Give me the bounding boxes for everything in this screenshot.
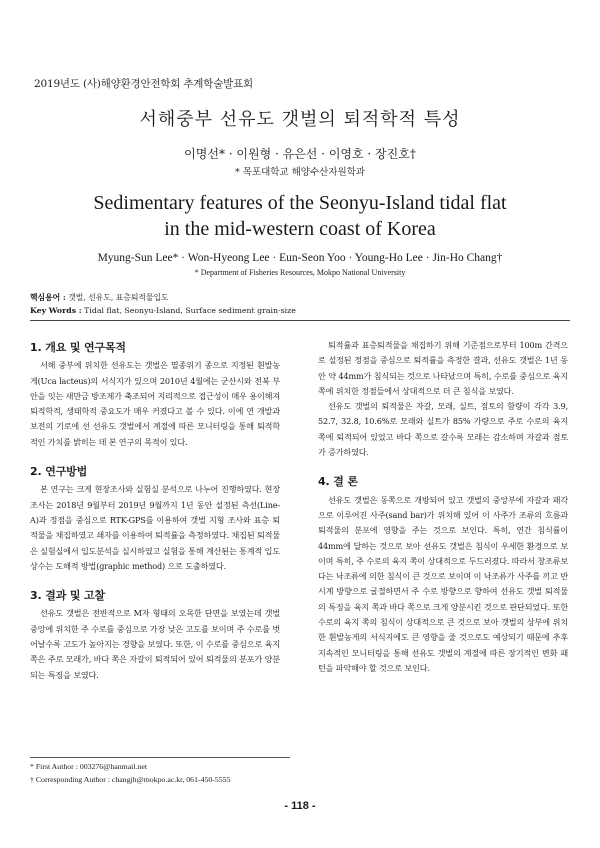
page-number: - 118 - xyxy=(284,800,316,812)
section3-paragraph1: 선유도 갯벌은 전반적으로 M자 형태의 오목한 단면을 보였는데 갯벌 중앙에 위치한 주 수로를 중심으로 가장 낮은 고도를 보이며 주 수로를 벗어날수록 고도가 높아지는 경향을 보였다. 또한, 이 수로를 중심으로 육지 쪽은 주로 모래가, 바다 쪽은 자갈이 퇴적되어 있어 퇴적물의 분포가 양분되는 특징을 보였다. xyxy=(30,608,280,680)
section4-paragraph: 선유도 갯벌은 동쪽으로 개방되어 있고 갯벌의 중앙부에 자갈과 패각으로 이루어진 사주(sand bar)가 위치해 있어 이 사주가 조류의 흐름과 퇴적물의 분포에 영향을 주는 것으로 보인다. 특히, 연간 침식률이 44mm에 달하는 것으로 보아 선유도 갯벌은 침식이 우세한 환경으로 보이며 특히, 주 수로의 육지 쪽이 상대적으로 두드러졌다. 따라서 창조류보다는 낙조류에 의한 침식이 큰 것으로 보이며 이 낙조류가 사주를 끼고 반시계 방향으로 굴절하면서 주 수로 방향으로 향하여 선유도 갯벌 퇴적물의 특징을 육지 쪽과 바다 쪽으로 크게 양분시킨 것으로 판단되었다. 또한 수로의 육지 쪽의 침식이 상대적으로 큰 것으로 보아 갯벌의 상부에 위치한 흰발농게의 서식지에도 큰 영향을 줄 것으로도 예상되기 때문에 추후 지속적인 모니터링을 통해 선유도 갯벌의 계절에 따른 장기적인 변화 패턴을 파악해야 할 것으로 보인다. xyxy=(318,494,568,673)
affiliation-english: * Department of Fisheries Resources, Mokpo National University xyxy=(194,268,406,277)
section4-heading: 4. 결 론 xyxy=(318,475,358,489)
title-english-line2: in the mid-western coast of Korea xyxy=(164,218,436,240)
right-column xyxy=(318,338,568,676)
keywords-korean xyxy=(30,292,169,303)
authors-korean: 이명선* · 이원형 · 유은선 · 이영호 · 장진호† xyxy=(184,147,416,161)
section3-paragraph3: 선유도 갯벌의 퇴적물은 자갈, 모래, 실트, 점토의 함량이 각각 3.9, 52.7, 32.8, 10.6%로 모래와 실트가 85% 가량으로 주로 수로의 육지 쪽에 퇴적되어 있었고 바다 쪽으로 갈수록 모래는 감소하며 자갈과 점토가 증가하였다. xyxy=(318,401,568,458)
section3-heading: 3. 결과 및 고찰 xyxy=(30,589,105,603)
section1-paragraph: 서해 중부에 위치한 선유도는 갯벌은 멸종위기 종으로 지정된 흰발농게(Uca lacteus)의 서식지가 있으며 2010년 4월에는 군산시와 전북 부안을 잇는 새만금 방조제가 축조되어 지리적으로 접근성이 매우 용이해져 퇴적학적, 생태학적 중요도가 매우 커졌다고 볼 수 있다. 이에 연 개발과 보전의 기로에 선 선유도 갯벌에서 계절에 따른 모니터링을 통해 퇴적학적인 가치를 밝히는 데 본 연구의 목적이 있다. xyxy=(30,360,280,447)
footnote-corresponding-author: † Corresponding Author : changjh@mokpo.ac.kr, 061-450-5555 xyxy=(30,775,231,784)
affiliation-korean: * 목포대학교 해양수산자원학과 xyxy=(234,167,366,178)
title-english xyxy=(0,190,600,242)
title-korean: 서해중부 선유도 갯벌의 퇴적학적 특성 xyxy=(139,109,461,130)
keywords-english-label: Key Words : xyxy=(30,306,82,315)
footnote-first-author: * First Author : 003276@hanmail.net xyxy=(30,762,147,771)
keywords-english-text: Tidal flat, Seonyu-Island, Surface sediment grain-size xyxy=(81,306,296,315)
keywords-korean-text: 갯벌, 선유도, 표층퇴적물입도 xyxy=(65,293,169,302)
conference-header: 2019년도 (사)해양환경안전학회 추계학술발표회 xyxy=(34,78,253,90)
section3-paragraph2: 퇴적률과 표층퇴적물을 채집하기 위해 기준점으로부터 100m 간격으로 설정된 정점을 중심으로 퇴적률을 측정한 결과, 선유도 갯벌은 1년 동안 약 44mm가 침식되는 것으로 나타났으며 특히, 수로를 중심으로 육지 쪽에 위치한 정점들에서 상대적으로 더 큰 침식을 보였다. xyxy=(318,340,568,396)
section2-heading: 2. 연구방법 xyxy=(30,465,88,479)
authors-english: Myung-Sun Lee* · Won-Hyeong Lee · Eun-Seon Yoo · Young-Ho Lee · Jin-Ho Chang† xyxy=(97,252,503,264)
section1-heading: 1. 개요 및 연구목적 xyxy=(30,341,126,354)
keywords-korean-label: 핵심용어 : xyxy=(30,293,66,302)
title-english-line1: Sedimentary features of the Seonyu-Island tidal flat xyxy=(93,192,507,214)
left-column xyxy=(30,340,280,683)
section2-paragraph: 본 연구는 크게 현장조사와 실험실 분석으로 나누어 진행하였다. 현장조사는 2018년 9월부터 2019년 9월까지 1년 동안 설정된 측선(Line-A)과 정점을 중심으로 RTK-GPS를 이용하여 갯벌 지형 조사와 표층 퇴적물을 채집하였고 쇄자를 이용하여 퇴적률을 측정하였다. 채집된 퇴적물은 실험실에서 입도분석을 실시하였고 실험을 통해 계산된는 통계적 입도 상수는 도해적 방법(graphic method) 으로 도출하였다. xyxy=(30,484,280,571)
footnote-divider xyxy=(30,757,290,758)
keywords-english xyxy=(30,306,296,315)
keywords-divider xyxy=(30,320,570,321)
